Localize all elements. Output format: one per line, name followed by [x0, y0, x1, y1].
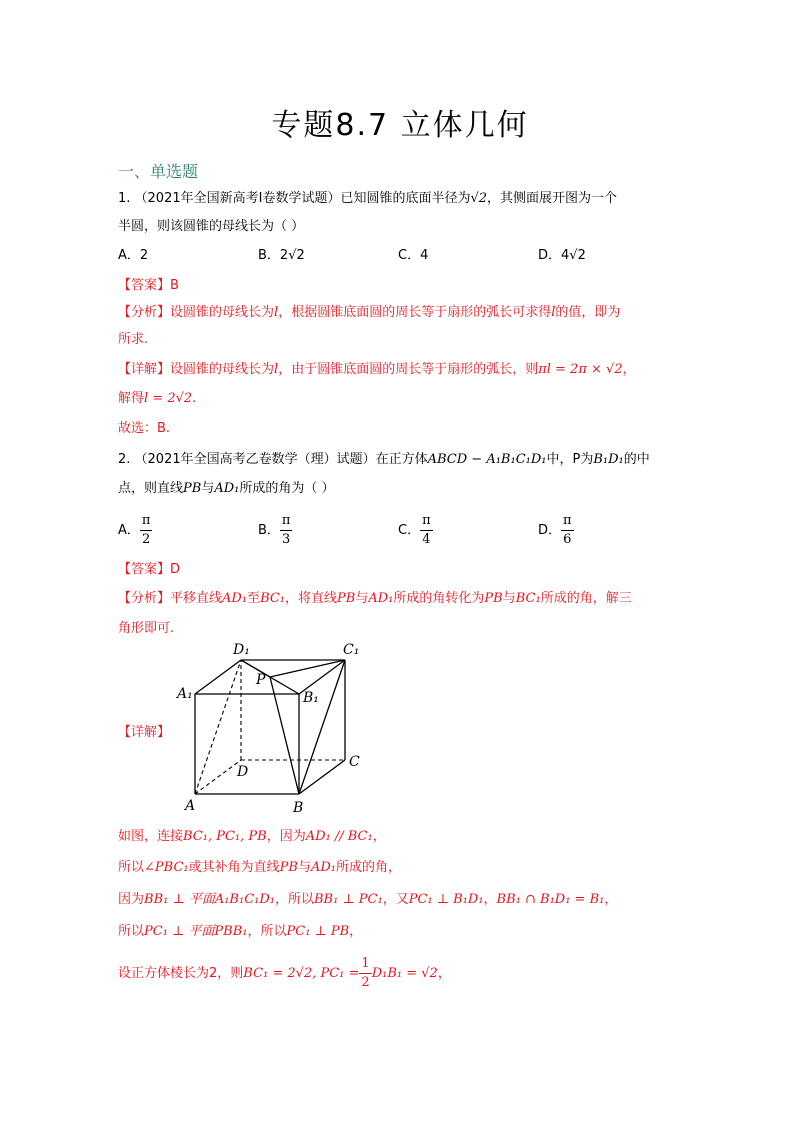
q2-option-a: A． $\frac{\pi}{2}$ [118, 513, 151, 547]
label-d: D [237, 764, 249, 780]
page-title: 专题8.7 立体几何 [271, 108, 529, 143]
q1-analysis-line1: 【分析】设圆锥的母线长为l，根据圆锥底面圆的周长等于扇形的弧长可求得l的值，即为 [118, 305, 621, 320]
label-d1: D₁ [233, 642, 250, 658]
q2-stem-line1: 2. （2021年全国高考乙卷数学（理）试题）在正方体ABCD − A₁B₁C₁D₁中，P为B₁D₁的中 [118, 452, 650, 467]
q1-option-c: C．4 [398, 248, 429, 263]
q1-stem-line1: 1. （2021年全国新高考Ⅰ卷数学试题）已知圆锥的底面半径为√2，其侧面展开图为一个 [118, 191, 618, 206]
q2-detail-step5: 设正方体棱长为2，则BC₁ = 2√2, PC₁ = $\frac{1}{2}$ D₁B₁ = √2， [118, 956, 451, 990]
q1-choose: 故选：B. [118, 421, 171, 436]
label-b1: B₁ [303, 690, 319, 706]
q2-analysis-line1: 【分析】平移直线AD₁至BC₁，将直线PB与AD₁所成的角转化为PB与BC₁所成的角，解三 [118, 591, 632, 606]
q2-option-d: D． $\frac{\pi}{6}$ [538, 513, 572, 547]
edge-a1-d1 [195, 660, 241, 694]
hidden-segment-a-d1 [195, 660, 241, 794]
q2-option-b: B． $\frac{\pi}{3}$ [258, 513, 291, 547]
label-b: B [293, 800, 304, 815]
q1-detail-line2: 解得l = 2√2. [118, 391, 197, 406]
q2-answer: 【答案】D [118, 562, 181, 577]
q2-stem-line2: 点，则直线PB与AD₁所成的角为（ ） [118, 481, 335, 496]
q2-detail-step3: 因为BB₁ ⊥ 平面A₁B₁C₁D₁，所以BB₁ ⊥ PC₁，又PC₁ ⊥ B₁D₁，BB₁ ∩ B₁D₁ = B₁， [118, 892, 618, 907]
section-heading: 一、单选题 [118, 162, 199, 181]
q1-option-b: B．2√2 [258, 248, 305, 263]
q1-option-d: D．4√2 [538, 248, 586, 263]
q1-option-a: A．2 [118, 248, 149, 263]
edge-c-b [299, 760, 345, 794]
q2-detail-step2: 所以∠PBC₁或其补角为直线PB与AD₁所成的角， [118, 860, 401, 875]
q1-analysis-line2: 所求. [118, 332, 149, 347]
label-a: A [185, 798, 196, 814]
hidden-edge-a-d [195, 760, 241, 794]
label-p: P [256, 672, 266, 688]
q2-detail-step1: 如图，连接BC₁, PC₁, PB，因为AD₁ // BC₁， [118, 829, 386, 844]
q1-stem-line2: 半圆，则该圆锥的母线长为（ ） [118, 219, 305, 234]
label-c: C [349, 754, 360, 770]
q2-analysis-line2: 角形即可. [118, 621, 175, 636]
label-c1: C₁ [343, 642, 360, 658]
q1-detail-line1: 【详解】设圆锥的母线长为l，由于圆锥底面圆的周长等于扇形的弧长，则πl = 2π × √2， [118, 362, 636, 377]
q2-detail-label: 【详解】 [118, 725, 171, 740]
label-a1: A₁ [177, 686, 193, 702]
segment-b-c1 [299, 660, 345, 794]
cube-diagram [175, 640, 375, 815]
q1-answer: 【答案】B [118, 278, 179, 293]
q2-detail-step4: 所以PC₁ ⊥ 平面PBB₁，所以PC₁ ⊥ PB， [118, 924, 363, 939]
q2-option-c: C． $\frac{\pi}{4}$ [398, 513, 431, 547]
